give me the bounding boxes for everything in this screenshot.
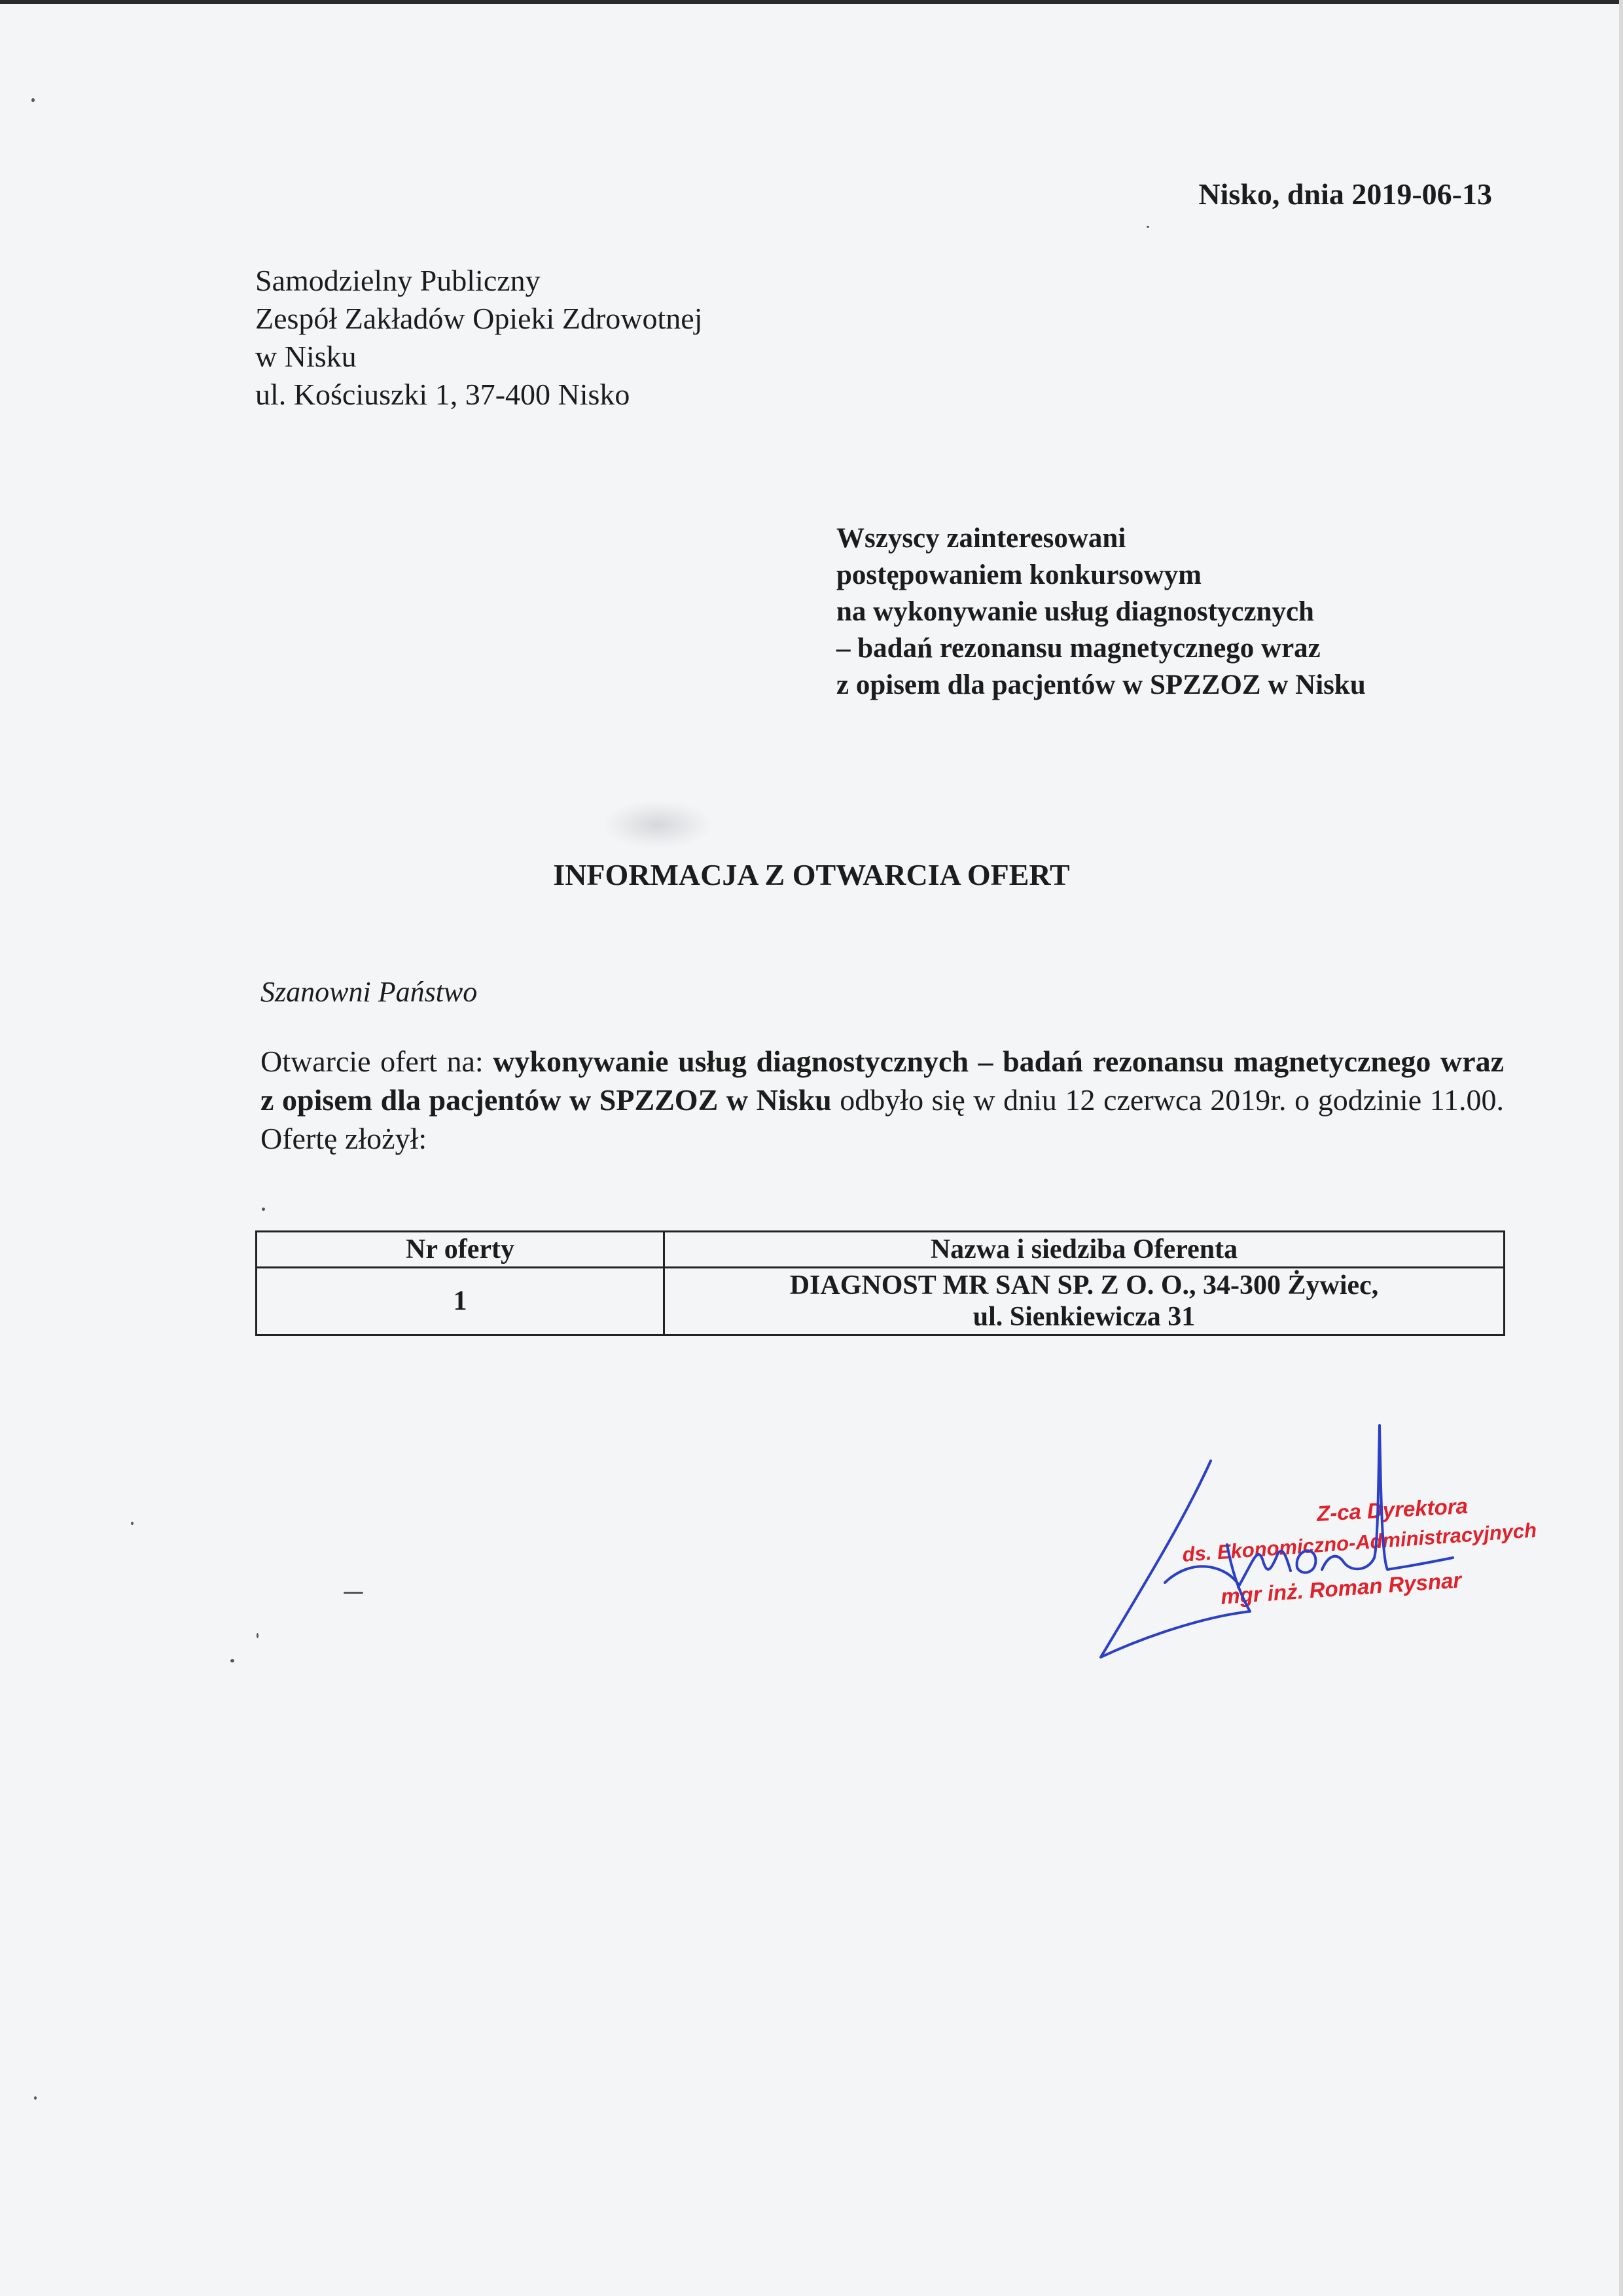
sender-line: ul. Kościuszki 1, 37-400 Nisko <box>255 378 630 411</box>
stamp-line-2: ds. Ekonomiczno-Administracyjnych <box>1181 1518 1538 1566</box>
official-stamp <box>1181 1494 1537 1609</box>
bidder-line: ul. Sienkiewicza 31 <box>972 1302 1196 1332</box>
table-row <box>257 1268 1505 1335</box>
recipient-line: – badań rezonansu magnetycznego wraz <box>836 633 1321 664</box>
place-date: Nisko, dnia 2019-06-13 <box>1198 177 1492 211</box>
scan-speck <box>257 1633 259 1638</box>
offer-bidder <box>664 1268 1505 1335</box>
scan-speck <box>344 1592 363 1594</box>
salutation: Szanowni Państwo <box>260 976 478 1008</box>
sender-line: Samodzielny Publiczny <box>255 264 541 297</box>
offers-table <box>255 1230 1505 1336</box>
scan-edge-top <box>0 0 1623 4</box>
column-header-nr: Nr oferty <box>257 1232 664 1268</box>
document-title: INFORMACJA Z OTWARCIA OFERT <box>553 858 1070 891</box>
scan-speck <box>131 1522 134 1525</box>
sender-address <box>255 262 702 414</box>
bidder-line: DIAGNOST MR SAN SP. Z O. O., 34-300 Żywiec, <box>789 1270 1379 1300</box>
recipient-address <box>836 520 1366 704</box>
table-header-row <box>257 1232 1505 1268</box>
scan-speck <box>31 98 35 102</box>
recipient-line: na wykonywanie usług diagnostycznych <box>836 596 1314 627</box>
body-intro: Otwarcie ofert na: <box>260 1045 493 1078</box>
column-header-name: Nazwa i siedziba Oferenta <box>664 1232 1505 1268</box>
sender-line: Zespół Zakładów Opieki Zdrowotnej <box>255 302 703 335</box>
offer-number: 1 <box>257 1268 664 1335</box>
scan-edge-right <box>1619 0 1623 2296</box>
scan-speck <box>34 2096 37 2100</box>
scan-smudge <box>605 802 710 848</box>
body-subject: wykonywanie usług diagnostycznych – badań rezonansu magnetycznego wraz z opisem dla pacjentów w SPZZOZ w Nisku <box>260 1045 1504 1117</box>
recipient-line: postępowaniem konkursowym <box>836 560 1202 590</box>
body-outro: odbyło się w dniu 12 czerwca 2019r. o godzinie 11.00. Ofertę złożył: <box>260 1083 1504 1155</box>
recipient-line: z opisem dla pacjentów w SPZZOZ w Nisku <box>836 670 1366 700</box>
stamp-line-1: Z-ca Dyrektora <box>1316 1493 1469 1526</box>
stamp-line-3: mgr inż. Roman Rysnar <box>1220 1568 1463 1609</box>
scan-speck <box>262 1208 265 1211</box>
recipient-line: Wszyscy zainteresowani <box>836 523 1126 554</box>
sender-line: w Nisku <box>255 340 357 373</box>
scan-speck <box>230 1659 234 1662</box>
scan-speck <box>1147 226 1149 228</box>
signature-and-stamp <box>1086 1420 1544 1669</box>
stamp-and-signature-graphic <box>1086 1420 1544 1669</box>
body-paragraph <box>260 1042 1504 1158</box>
